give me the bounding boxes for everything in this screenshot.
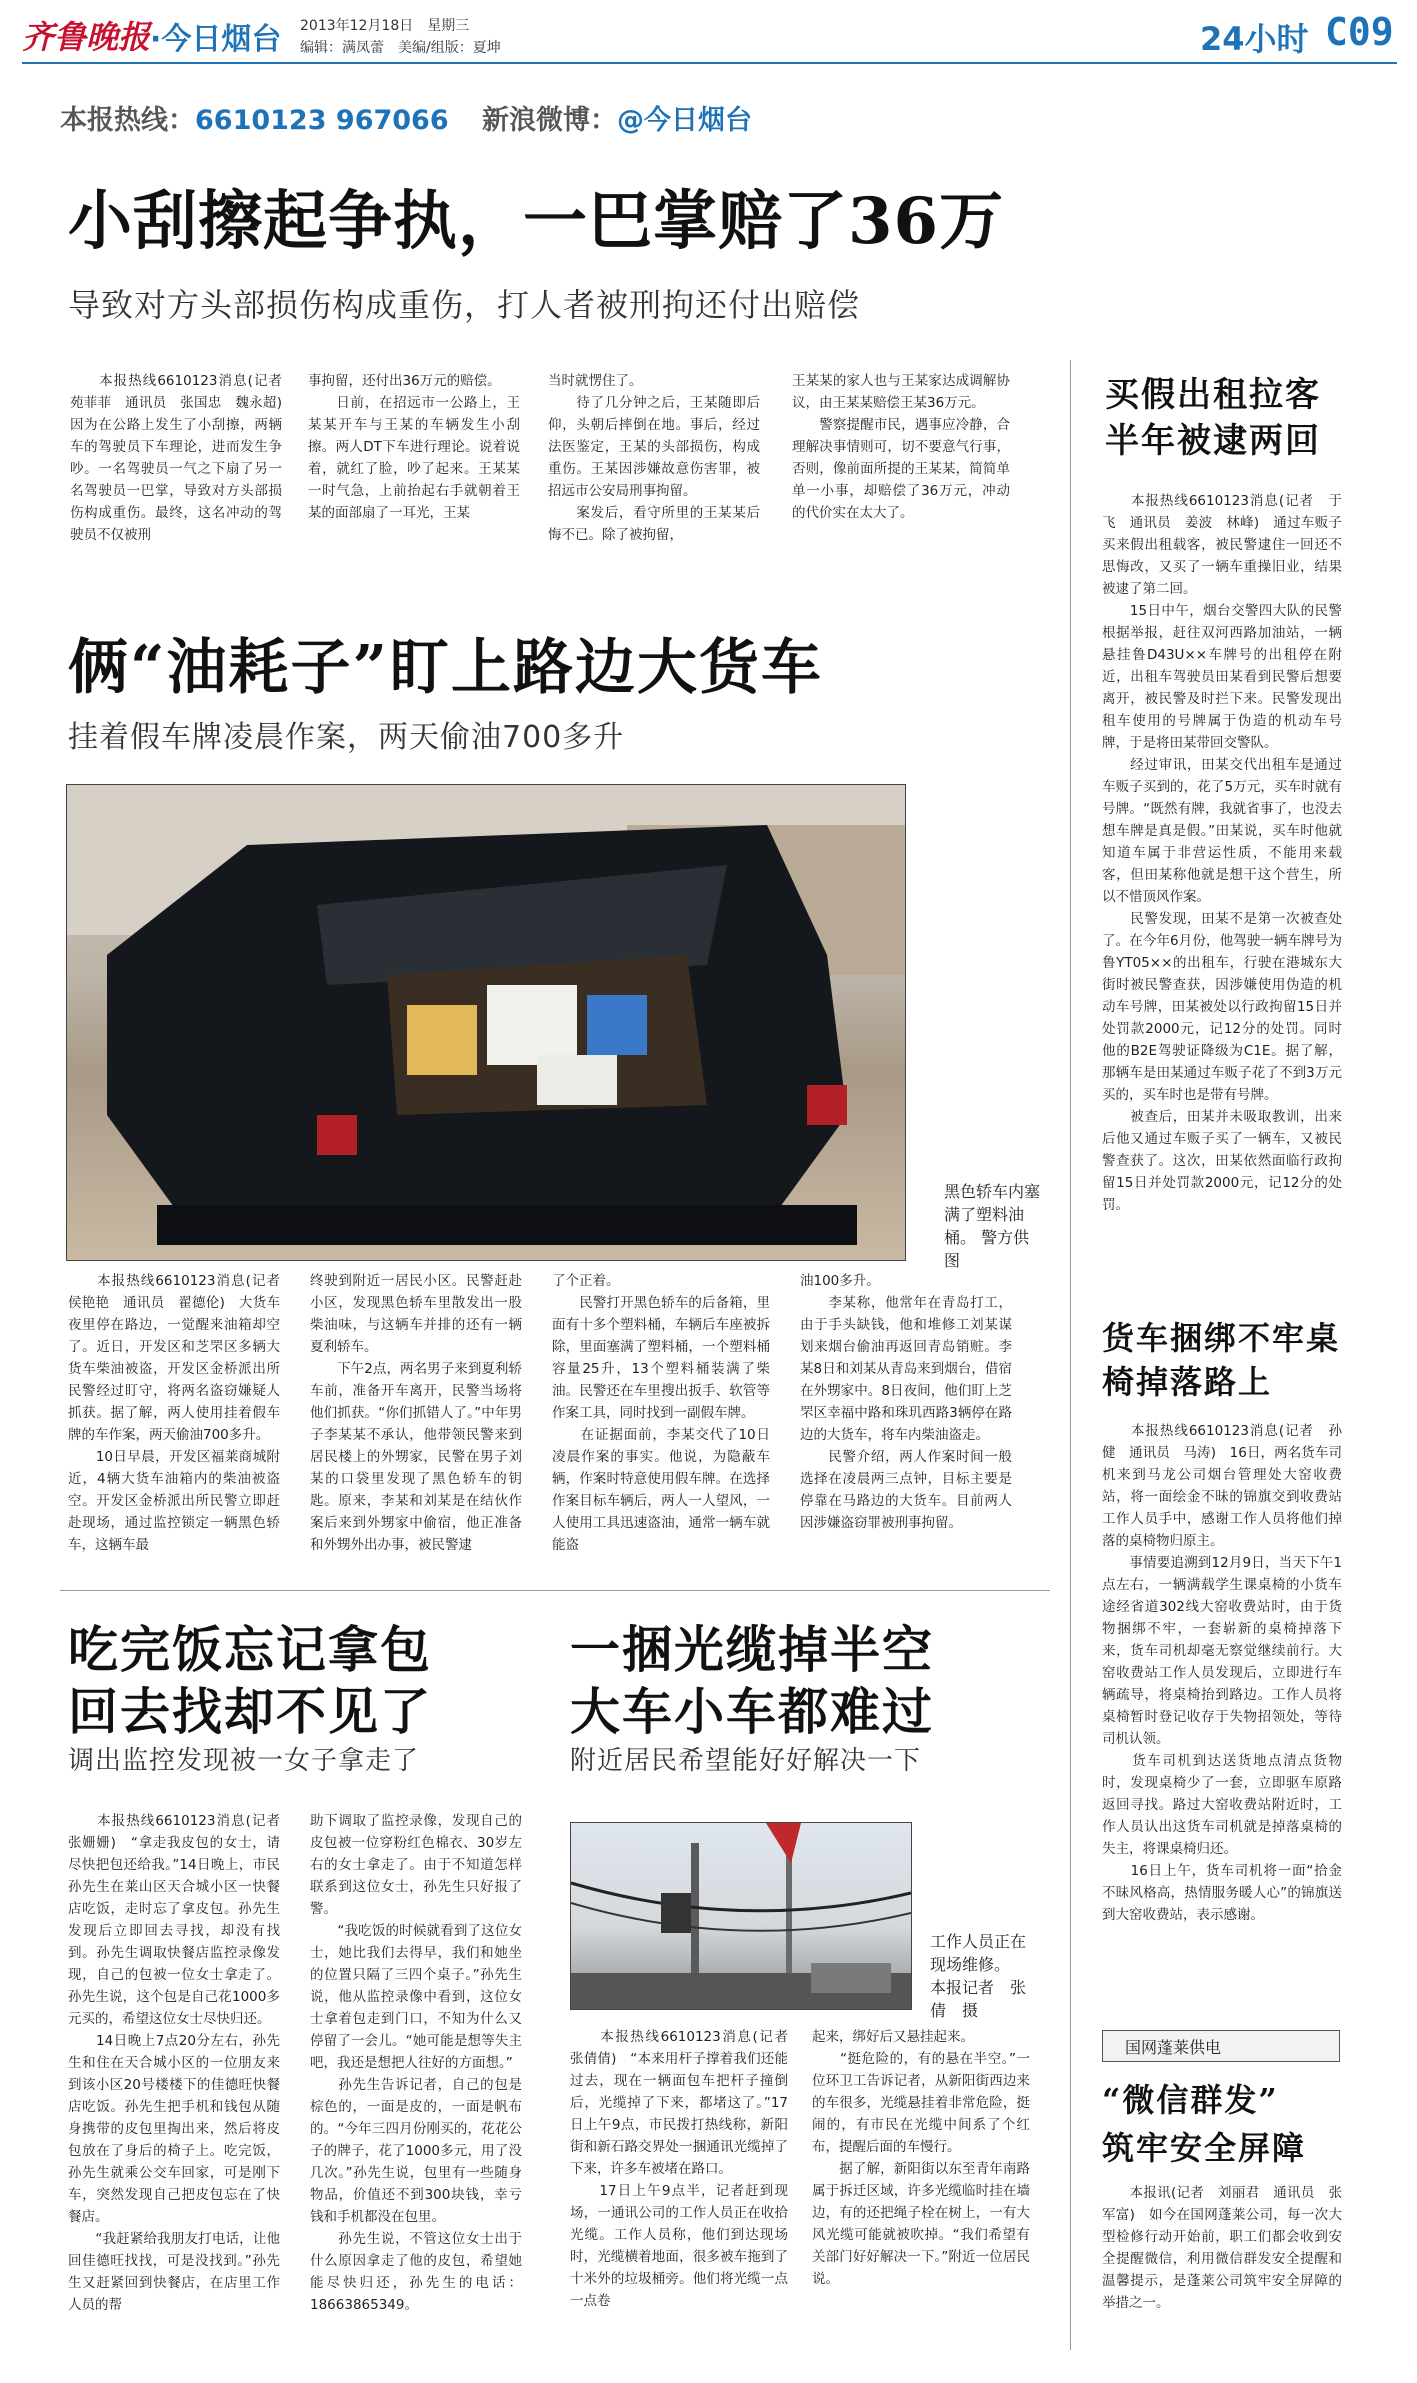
issue-date: 2013年12月18日 星期三 [300, 18, 470, 34]
editors-line: 编辑：满凤蕾 美编/组版：夏坤 [300, 40, 501, 56]
hotline-bar [60, 98, 752, 137]
article6-headline-line1: 一捆光缆掉半空 [570, 1620, 934, 1679]
cable-repair-photo [570, 1822, 912, 2010]
article1-column-1: 本报热线6610123消息(记者 苑菲菲 通讯员 张国忠 魏永超) 因为在公路上发生了小刮擦，两辆车的驾驶员下车理论，进而发生争吵。一名驾驶员一气之下扇了另一名驾驶员一巴掌，导致对方头部损伤构成重伤。最终，这名冲动的驾驶员不仅被刑 [70, 373, 296, 543]
article5-column-1: 本报热线6610123消息(记者 张姗姗) “拿走我皮包的女士，请尽快把包还给我。”14日晚上，市民孙先生在莱山区天合城小区一快餐店吃饭，走时忘了拿皮包。孙先生发现后立即回去寻找，却没有找到。孙先生调取快餐店监控录像发现，自己的包被一位女士拿走了。孙先生说，这个包是自己花1000多元买的，希望这位女士尽快归还。 14日晚上7点20分左右，孙先生和住在天合城小区的一位朋友来到该小区20号楼楼下的佳德旺快餐店吃饭。孙先生把手机和钱包从随身携带的皮包里掏出来，然后将皮包放在了身后的椅子上。吃完饭，孙先生就乘公交车回家，可是刚下车，突然发现自己把皮包忘在了快餐店。 “我赶紧给我朋友打电话，让他回佳德旺找找，可是没找到。”孙先生又赶紧回到快餐店，在店里工作人员的帮 [68, 1813, 280, 2313]
article5-headline-line2: 回去找却不见了 [68, 1682, 432, 1741]
article6-headline-line2: 大车小车都难过 [570, 1682, 934, 1741]
hotline-label: 本报热线： [60, 105, 195, 136]
article1-column-4: 王某某的家人也与王某家达成调解协议，由王某某赔偿王某36万元。 警察提醒市民，遇事应冷静，合理解决事情则可，切不要意气行事，否则，像前面所提的王某某，简简单单一小事，却赔偿了36万元，冲动的代价实在太大了。 [792, 373, 1010, 521]
supplier-box [1102, 2030, 1340, 2062]
page-number: C09 [1325, 10, 1394, 54]
article2-column-3: 了个正着。 民警打开黑色轿车的后备箱，里面有十多个塑料桶，车辆后车座被拆除，里面塞满了塑料桶，一个塑料桶容量25升，13个塑料桶装满了柴油。民警还在车里搜出扳手、软管等作案工具，同时找到一副假车牌。 在证据面前，李某交代了10日凌晨作案的事实。他说，为隐蔽车辆，作案时特意使用假车牌。在选择作案目标车辆后，两人一人望风，一人使用工具迅速盗油，通常一辆车就能盗 [552, 1273, 770, 1553]
weibo-handle: @今日烟台 [617, 105, 753, 136]
article2-subheadline: 挂着假车牌凌晨作案，两天偷油700多升 [68, 720, 625, 755]
article7-body: 本报讯(记者 刘丽君 通讯员 张军富) 如今在国网蓬莱公司，每一次大型检修行动开始前，职工们都会收到安全提醒微信，利用微信群发安全提醒和温馨提示，是蓬莱公司筑牢安全屏障的举措之一。 [1102, 2185, 1342, 2311]
article6-column-2: 起来，绑好后又悬挂起来。 “挺危险的，有的悬在半空。”一位环卫工告诉记者，从新阳街西边来的车很多，光缆悬挂着非常危险，挺闹的，有市民在光缆中间系了个红布，提醒后面的车慢行。 据了解，新阳街以东至青年南路属于拆迁区域，许多光缆临时挂在墙边，有的还把绳子栓在树上，一有大风光缆可能就被吹掉。“我们希望有关部门好好解决一下。”附近一位居民说。 [812, 2029, 1030, 2287]
article2-column-1: 本报热线6610123消息(记者 侯艳艳 通讯员 翟德伦) 大货车夜里停在路边，一觉醒来油箱却空了。近日，开发区和芝罘区多辆大货车柴油被盗，开发区金桥派出所民警经过盯守，将两名盗窃嫌疑人抓获。据了解，两人使用挂着假车牌的车作案，两天偷油700多升。 10日早晨，开发区福莱商城附近，4辆大货车油箱内的柴油被盗空。开发区金桥派出所民警立即赶赴现场，通过监控锁定一辆黑色轿车，这辆车最 [68, 1273, 280, 1553]
article1-column-3: 当时就愣住了。 待了几分钟之后，王某随即后仰，头朝后摔倒在地。事后，经过法医鉴定，王某的头部损伤，构成重伤。王某因涉嫌故意伤害罪，被招远市公安局刑事拘留。 案发后，看守所里的王某某后悔不已。除了被拘留， [548, 373, 760, 543]
article4-headline: 货车捆绑不牢桌椅掉落路上 [1102, 1319, 1341, 1401]
article1-column-2: 事拘留，还付出36万元的赔偿。 日前，在招远市一公路上，王某某开车与王某的车辆发生小刮擦。两人DT下车进行理论。说着说着，就红了脸，吵了起来。王某某一时气急，上前抬起右手就朝着王某的面部扇了一耳光，王某 [308, 373, 520, 521]
supplier-label: 国网蓬莱供电 [1125, 2038, 1222, 2057]
article2-headline: 俩“油耗子”盯上路边大货车 [68, 633, 824, 703]
article4-body: 本报热线6610123消息(记者 孙健 通讯员 马涛) 16日，两名货车司机来到马龙公司烟台管理处大窑收费站，将一面绘金不昧的锦旗交到收费站工作人员手中，感谢工作人员将他们掉落的桌椅物归原主。 事情要追溯到12月9日，当天下午1点左右，一辆满载学生课桌椅的小货车途经省道302线大窑收费站时，由于货物捆绑不牢，一套崭新的桌椅掉落下来，货车司机却毫无察觉继续前行。大窑收费站工作人员发现后，立即进行车辆疏导，将桌椅抬到路边。工作人员将桌椅暂时登记收存于失物招领处，等待司机认领。 货车司机到达送货地点清点货物时，发现桌椅少了一套，立即驱车原路返回寻找。路过大窑收费站附近时，工作人员认出这货车司机就是掉落桌椅的失主，将课桌椅归还。 16日上午，货车司机将一面“拾金不昧风格高，热情服务暖人心”的锦旗送到大窑收费站，表示感谢。 [1102, 1423, 1342, 1923]
section-tag: 24小时 [1200, 20, 1309, 58]
article3-headline: 买假出租拉客半年被逮两回 [1105, 375, 1321, 461]
car-trunk-photo [66, 784, 906, 1261]
article1-subheadline: 导致对方头部损伤构成重伤，打人者被刑拘还付出赔偿 [68, 286, 861, 324]
article2-column-4: 油100多升。 李某称，他常年在青岛打工，由于手头缺钱，他和堆修工刘某谋划来烟台偷油再返回青岛销赃。李某8日和刘某从青岛来到烟台，借宿在外甥家中。8日夜间，他们盯上芝罘区幸福中路和珠玑西路3辆停在路边的大货车，将车内柴油盗走。 民警介绍，两人作案时间一般选择在凌晨两三点钟，目标主要是停靠在马路边的大货车。目前两人因涉嫌盗窃罪被刑事拘留。 [800, 1273, 1012, 1531]
article5-column-2: 助下调取了监控录像，发现自己的皮包被一位穿粉红色棉衣、30岁左右的女士拿走了。由于不知道怎样联系到这位女士，孙先生只好报了警。 “我吃饭的时候就看到了这位女士，她比我们去得早，我们和她坐的位置只隔了三四个桌子。”孙先生说，他从监控录像中看到，这位女士拿着包走到门口，不知为什么又停留了一会儿。“她可能是想等失主吧，我还是想把人往好的方面想。” 孙先生告诉记者，自己的包是棕色的，一面是皮的，一面是帆布的。“今年三四月份刚买的，花花公子的牌子，花了1000多元，用了没几次。”孙先生说，包里有一些随身物品，价值还不到300块钱，幸亏钱和手机都没在包里。 孙先生说，不管这位女士出于什么原因拿走了他的皮包，希望她能尽快归还，孙先生的电话：18663865349。 [310, 1813, 522, 2313]
hotline-numbers: 6610123 967066 [195, 105, 449, 136]
article5-subheadline: 调出监控发现被一女子拿走了 [68, 1746, 420, 1776]
section-name: ·今日烟台 [150, 22, 282, 57]
masthead [0, 0, 1417, 64]
article1-headline: 小刮擦起争执，一巴掌赔了36万 [68, 184, 1005, 259]
masthead-rule [22, 62, 1397, 64]
cable-repair-illustration [571, 1823, 911, 2009]
article5-headline-line1: 吃完饭忘记拿包 [68, 1620, 432, 1679]
right-column-divider [1070, 360, 1071, 2350]
car-photo-caption: 黑色轿车内塞满了塑料油桶。 警方供图 [944, 1182, 1041, 1270]
article6-column-1: 本报热线6610123消息(记者 张倩倩) “本来用杆子撑着我们还能过去，现在一辆面包车把杆子撞倒后，光缆掉了下来，都堵这了。”17日上午9点，市民拨打热线称，新阳街和新石路交界处一捆通讯光缆掉了下来，许多车被堵在路口。 17日上午9点半，记者赶到现场，一通讯公司的工作人员正在收拾光缆。工作人员称，他们到达现场时，光缆横着地面，很多被车拖到了十米外的垃圾桶旁。他们将光缆一点一点卷 [570, 2029, 788, 2309]
lower-section-rule [60, 1590, 1050, 1591]
car-illustration [67, 785, 905, 1260]
article6-subheadline: 附近居民希望能好好解决一下 [570, 1746, 922, 1776]
article7-headline-line2: 筑牢安全屏障 [1102, 2129, 1307, 2167]
article7-headline-line1: “微信群发” [1102, 2081, 1279, 2119]
article3-body: 本报热线6610123消息(记者 于飞 通讯员 姜波 林峰) 通过车贩子买来假出租载客，被民警逮住一回还不思悔改，又买了一辆车重操旧业，结果被逮了第二回。 15日中午，烟台交警四大队的民警根据举报，赶往双河西路加油站，一辆悬挂鲁D43U××车牌号的出租停在附近，出租车驾驶员田某看到民警后想要离开，被民警及时拦下来。民警发现出租车使用的号牌属于伪造的机动车号牌，于是将田某带回交警队。 经过审讯，田某交代出租车是通过车贩子买到的，花了5万元，买车时就有号牌。“既然有牌，我就省事了，也没去想车牌是真是假。”田某说，买车时他就知道车属于非营运性质，不能用来载客，但田某称他就是想干这个营生，所以不惜顶风作案。 民警发现，田某不是第一次被查处了。在今年6月份，他驾驶一辆车牌号为鲁YT05××的出租车，行驶在港城东大街时被民警查获，因涉嫌使用伪造的机动车号牌，田某被处以行政拘留15日并处罚款2000元，记12分的处罚。同时他的B2E驾驶证降级为C1E。据了解，那辆车是田某通过车贩子花了不到3万元买的，买车时也是带有号牌。 被查后，田某并未吸取教训，出来后他又通过车贩子买了一辆车，又被民警查获了。这次，田某依然面临行政拘留15日并处罚款2000元，记12分的处罚。 [1102, 493, 1342, 1213]
cable-photo-caption: 工作人员正在现场维修。 本报记者 张倩 摄 [930, 1932, 1027, 2020]
article2-column-2: 终驶到附近一居民小区。民警赶赴小区，发现黑色轿车里散发出一股柴油味，与这辆车并排的还有一辆夏利轿车。 下午2点，两名男子来到夏利轿车前，准备开车离开，民警当场将他们抓获。“你们抓错人了。”中年男子李某某不承认，他带领民警来到居民楼上的外甥家，民警在男子刘某的口袋里发现了黑色轿车的钥匙。原来，李某和刘某是在结伙作案后来到外甥家中偷宿，他正准备和外甥外出办事，被民警逮 [310, 1273, 522, 1553]
newspaper-logo: 齐鲁晚报 [22, 18, 151, 56]
weibo-label: 新浪微博： [482, 105, 618, 136]
